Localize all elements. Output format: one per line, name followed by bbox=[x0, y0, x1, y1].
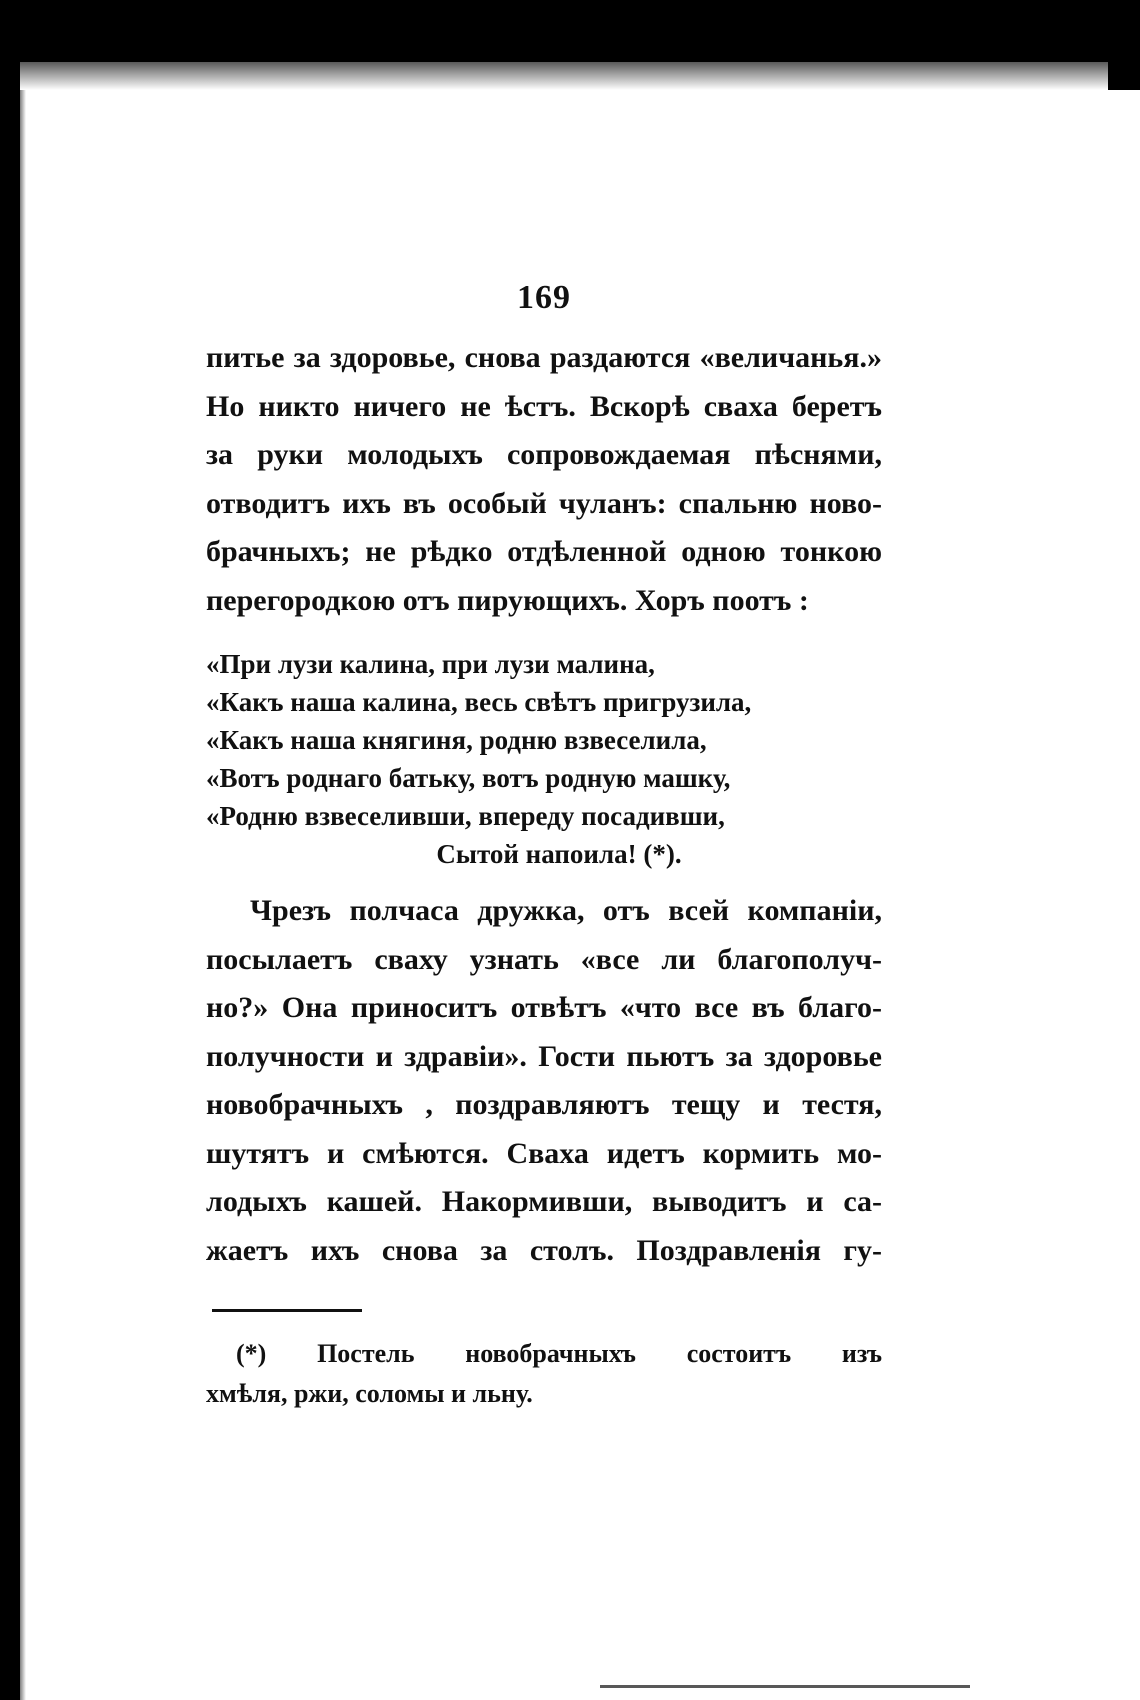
paragraph-1 bbox=[206, 334, 882, 625]
text-line: жаетъ ихъ снова за столъ. Поздравленія гу- bbox=[206, 1233, 882, 1267]
text-line: Чрезъ полчаса дружка, отъ всей компаніи, bbox=[250, 894, 882, 927]
text-line: лодыхъ кашей. Накормивши, выводитъ и са- bbox=[206, 1185, 882, 1218]
verse-line: «При лузи калина, при лузи малина, bbox=[206, 649, 655, 679]
page-number: 169 bbox=[517, 279, 571, 316]
text-line: получности и здравіи». Гости пьютъ за здоровье bbox=[206, 1039, 882, 1073]
verse-line: «Какъ наша калина, весь свѣтъ пригрузила, bbox=[206, 687, 752, 717]
scan-bottom-specks bbox=[600, 1685, 970, 1688]
verse-line: «Вотъ роднаго батьку, вотъ родную машку, bbox=[206, 763, 731, 793]
footnote-line: (*) Постель новобрачныхъ состоитъ изъ bbox=[236, 1339, 882, 1368]
text-line: питье за здоровье, снова раздаются «величанья.» bbox=[206, 341, 882, 374]
text-line: новобрачныхъ , поздравляютъ тещу и тестя, bbox=[206, 1088, 882, 1121]
page-body bbox=[206, 278, 882, 1414]
verse-line: «Родню взвеселивши, впереду посадивши, bbox=[206, 801, 725, 831]
footnote bbox=[206, 1334, 882, 1414]
paragraph-2 bbox=[206, 887, 882, 1275]
text-line: шутятъ и смѣются. Сваха идетъ кормить мо- bbox=[206, 1136, 882, 1170]
text-line: отводитъ ихъ въ особый чуланъ: спальню ново- bbox=[206, 486, 882, 520]
scan-top-shadow bbox=[0, 0, 1140, 62]
text-line: перегородкою отъ пирующихъ. Хоръ поотъ : bbox=[206, 583, 809, 617]
text-line: за руки молодыхъ сопровождаемая пѣснями, bbox=[206, 438, 882, 471]
text-line: Но никто ничего не ѣстъ. Вскорѣ сваха беретъ bbox=[206, 389, 882, 423]
verse-line: «Какъ наша княгиня, родню взвеселила, bbox=[206, 725, 707, 755]
verse-closing-line: Сытой напоила! (*). bbox=[436, 839, 682, 869]
scan-top-fade bbox=[0, 62, 1140, 90]
song-verse bbox=[206, 645, 882, 873]
footnote-line: хмѣля, ржи, соломы и льну. bbox=[206, 1379, 533, 1408]
text-line: но?» Она приноситъ отвѣтъ «что все въ благо- bbox=[206, 991, 882, 1024]
scan-left-binding-shadow bbox=[0, 0, 20, 1700]
text-line: посылаетъ сваху узнать «все ли благополуч- bbox=[206, 942, 882, 976]
text-line: брачныхъ; не рѣдко отдѣленной одною тонкою bbox=[206, 535, 882, 568]
scan-right-corner-shadow bbox=[1108, 0, 1140, 90]
scan-left-edge-fade bbox=[20, 90, 26, 1700]
footnote-divider bbox=[212, 1309, 362, 1312]
